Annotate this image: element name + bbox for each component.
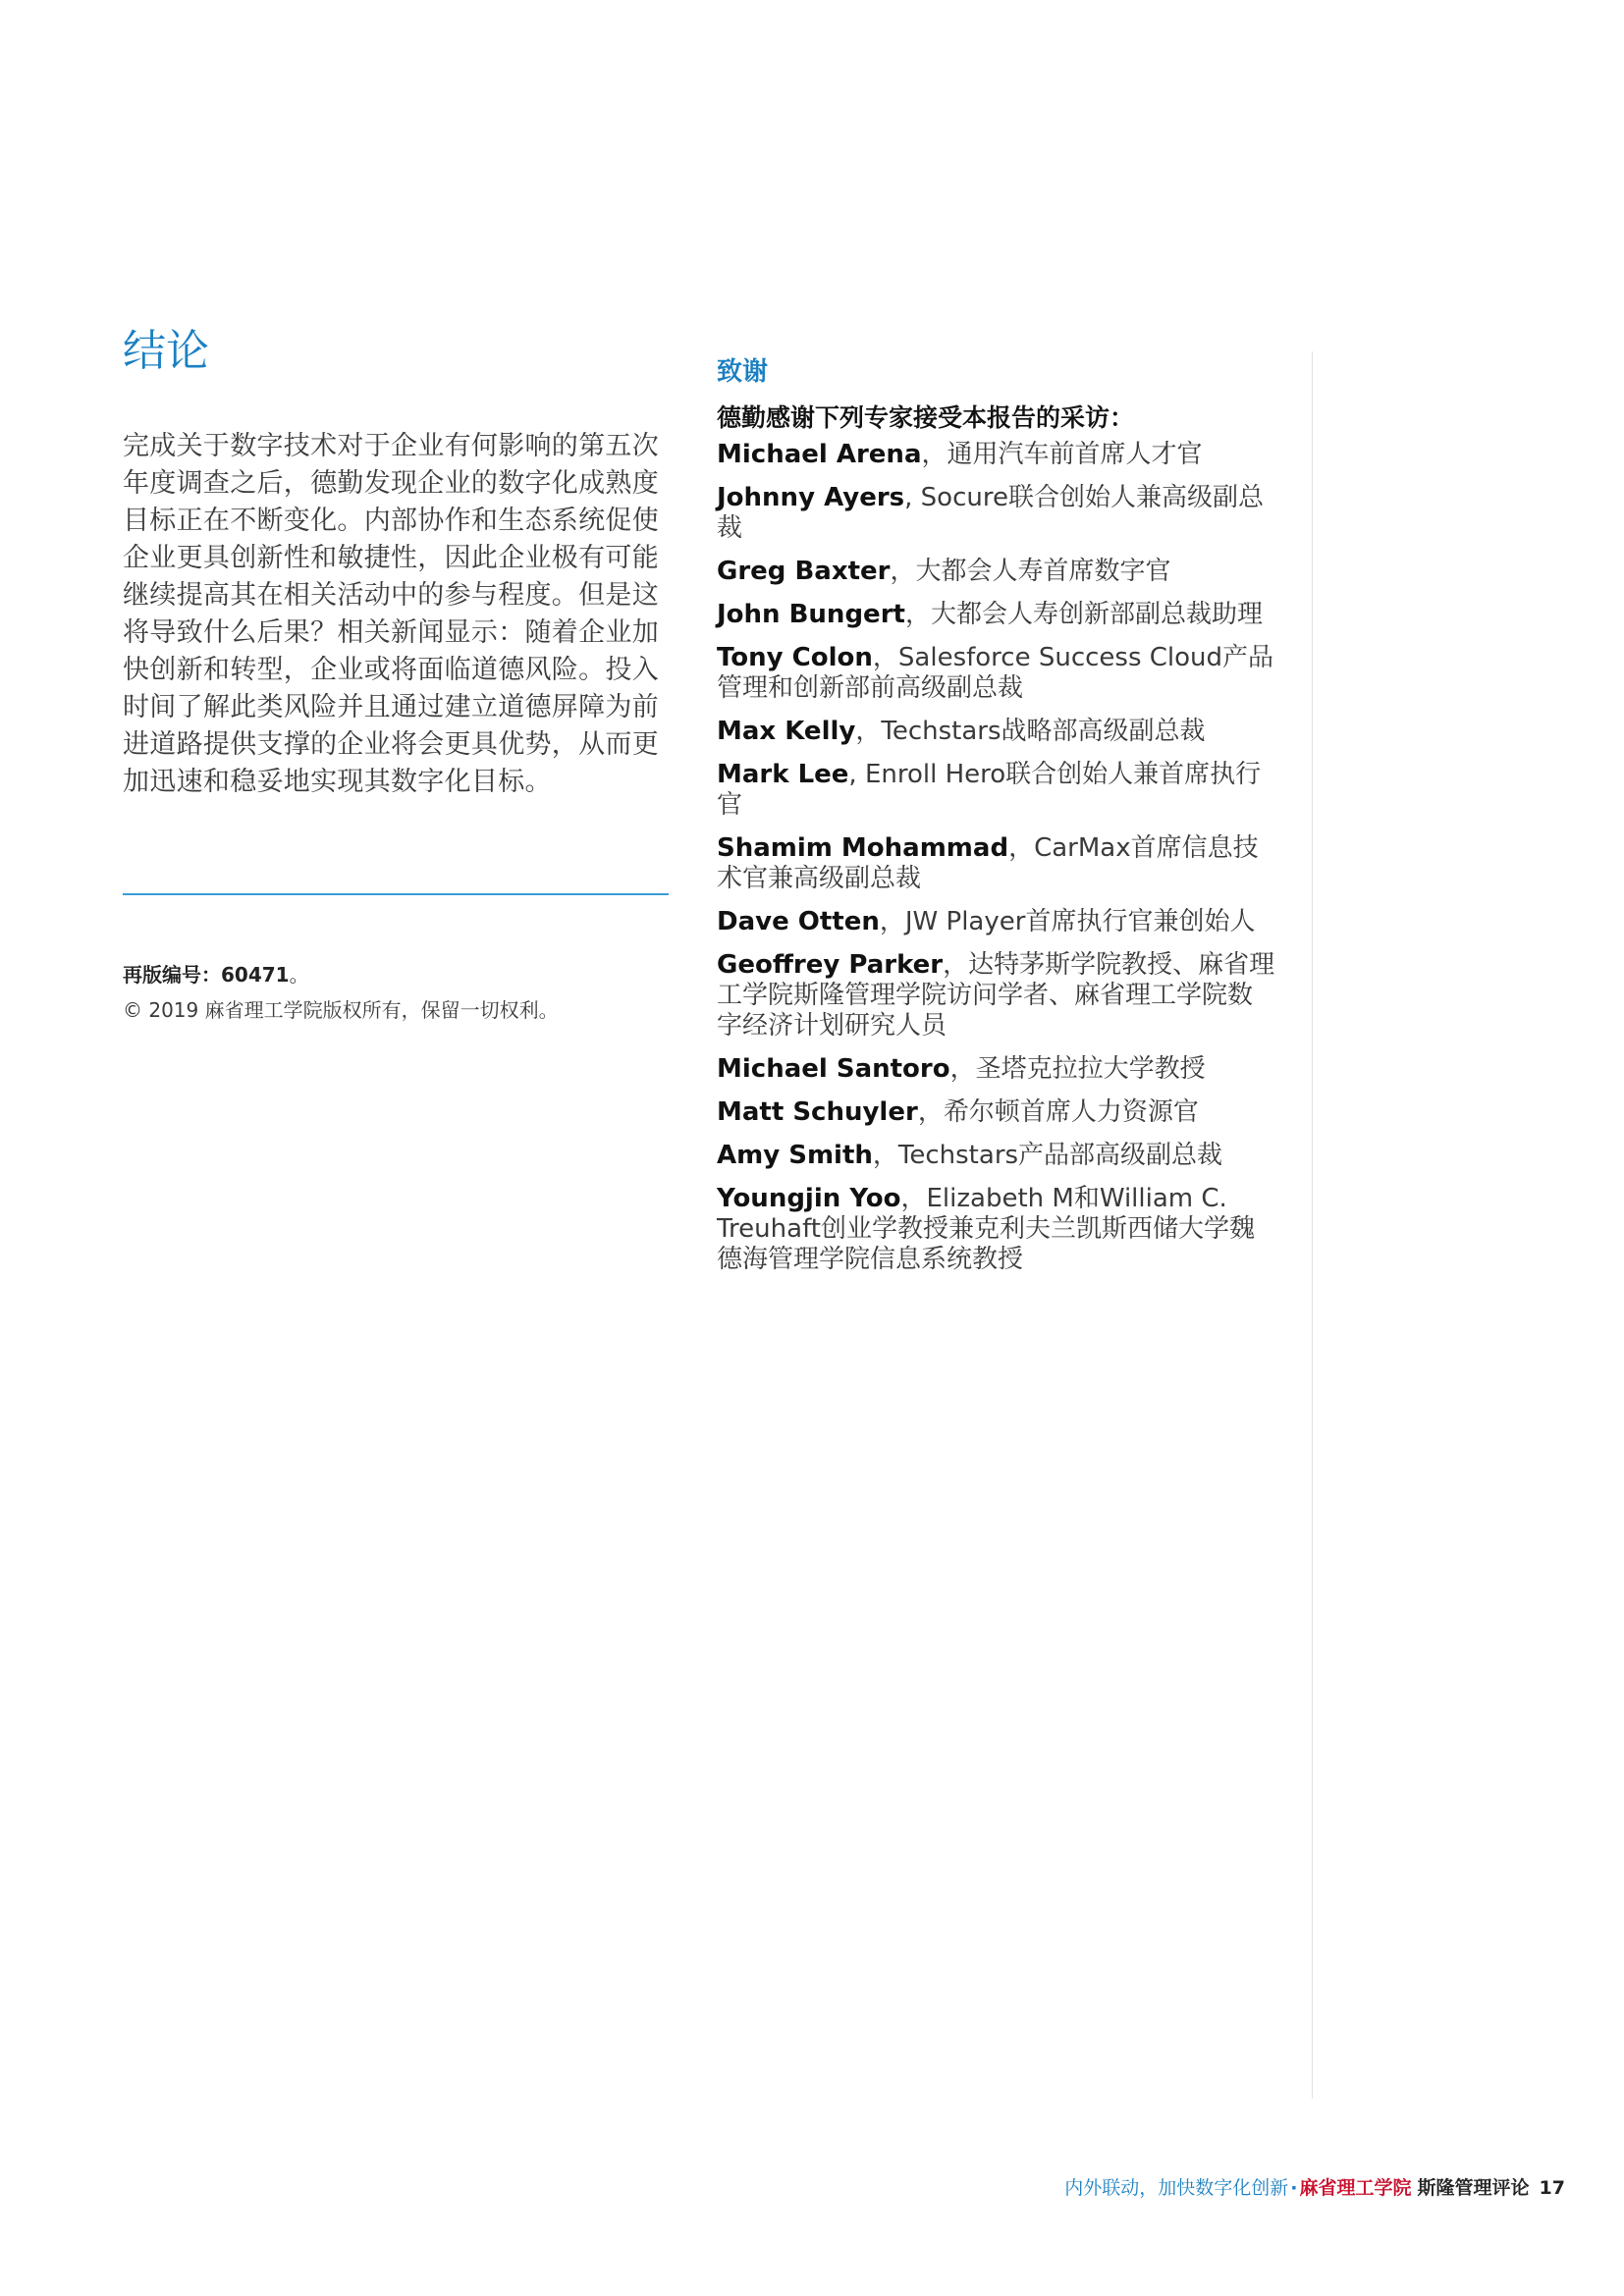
expert-role: JW Player首席执行官兼创始人 <box>904 907 1256 936</box>
expert-separator: ， <box>943 950 969 980</box>
expert-separator: ， <box>890 557 916 586</box>
conclusion-title: 结论 <box>123 326 209 376</box>
expert-role: Techstars战略部高级副总裁 <box>881 717 1206 746</box>
expert-separator: ， <box>872 1141 898 1170</box>
expert-name: Tony Colon <box>717 643 873 672</box>
footer-journal: 斯隆管理评论 <box>1417 2177 1530 2199</box>
expert-role: Salesforce Success Cloud产品管理和创新部前高级副总裁 <box>717 643 1274 703</box>
expert-separator: , <box>904 483 921 512</box>
expert-name: Johnny Ayers <box>717 483 905 512</box>
expert-entry <box>717 760 1276 821</box>
expert-entry <box>717 950 1276 1041</box>
expert-entry <box>717 833 1276 894</box>
expert-list <box>717 440 1276 1275</box>
expert-name: Greg Baxter <box>717 557 891 586</box>
expert-name: Max Kelly <box>717 717 856 746</box>
reprint-label: 再版编号： <box>123 963 221 987</box>
footer-institution: 麻省理工学院 <box>1299 2177 1412 2199</box>
expert-entry <box>717 1184 1276 1275</box>
reprint-value: 60471 <box>221 963 290 987</box>
expert-role: Socure联合创始人兼高级副总裁 <box>717 483 1264 543</box>
expert-name: John Bungert <box>717 600 905 629</box>
section-divider <box>123 893 669 895</box>
acknowledgements-section <box>717 355 1276 1288</box>
conclusion-body: 完成关于数字技术对于企业有何影响的第五次年度调查之后，德勤发现企业的数字化成熟度目标正在不断变化。内部协作和生态系统促使企业更具创新性和敏捷性，因此企业极有可能继续提高其在相关活动中的参与程度。但是这将导致什么后果？相关新闻显示：随着企业加快创新和转型，企业或将面临道德风险。投入时间了解此类风险并且通过建立道德屏障为前进道路提供支撑的企业将会更具优势，从而更加迅速和稳妥地实现其数字化目标。 <box>123 431 659 797</box>
page-number: 17 <box>1539 2177 1565 2199</box>
expert-separator: , <box>848 760 865 789</box>
expert-role: 希尔顿首席人力资源官 <box>943 1097 1199 1127</box>
column-rule <box>1312 351 1313 2099</box>
expert-role: 大都会人寿首席数字官 <box>915 557 1171 586</box>
expert-separator: ， <box>904 600 931 629</box>
expert-entry <box>717 717 1276 747</box>
expert-role: Techstars产品部高级副总裁 <box>897 1141 1223 1170</box>
expert-separator: ， <box>921 440 947 469</box>
expert-separator: ， <box>855 717 882 746</box>
expert-name: Shamim Mohammad <box>717 833 1009 863</box>
expert-separator: ， <box>879 907 905 936</box>
expert-role: Elizabeth M和William C. Treuhaft创业学教授兼克利夫兰凯斯西储大学魏德海管理学院信息系统教授 <box>717 1184 1255 1274</box>
expert-separator: ， <box>1008 833 1035 863</box>
expert-separator: ， <box>872 643 898 672</box>
expert-name: Matt Schuyler <box>717 1097 918 1127</box>
expert-entry <box>717 440 1276 470</box>
expert-role: CarMax首席信息技术官兼高级副总裁 <box>717 833 1259 893</box>
expert-separator: ， <box>917 1097 944 1127</box>
acknowledgements-title: 致谢 <box>717 357 769 387</box>
expert-entry <box>717 1054 1276 1085</box>
expert-entry <box>717 600 1276 630</box>
expert-role: 通用汽车前首席人才官 <box>947 440 1203 469</box>
expert-name: Michael Santoro <box>717 1054 950 1084</box>
acknowledgements-intro: 德勤感谢下列专家接受本报告的采访： <box>717 403 1135 432</box>
conclusion-section <box>123 324 669 801</box>
expert-name: Youngjin Yoo <box>717 1184 901 1213</box>
reprint-suffix: 。 <box>289 963 309 987</box>
expert-entry <box>717 483 1276 544</box>
copyright-notice: © 2019 麻省理工学院版权所有，保留一切权利。 <box>123 998 559 1022</box>
footer-report-title: 内外联动，加快数字化创新 <box>1064 2177 1289 2199</box>
expert-entry <box>717 1141 1276 1171</box>
expert-role: Enroll Hero联合创始人兼首席执行官 <box>717 760 1262 820</box>
expert-entry <box>717 557 1276 587</box>
expert-entry <box>717 1097 1276 1128</box>
expert-role: 达特茅斯学院教授、麻省理工学院斯隆管理学院访问学者、麻省理工学院数字经济计划研究人员 <box>717 950 1275 1041</box>
reprint-number <box>123 960 673 989</box>
expert-entry <box>717 643 1276 704</box>
expert-role: 大都会人寿创新部副总裁助理 <box>930 600 1263 629</box>
expert-name: Michael Arena <box>717 440 922 469</box>
expert-name: Amy Smith <box>717 1141 873 1170</box>
page-footer <box>1064 2174 1565 2202</box>
expert-entry <box>717 907 1276 937</box>
expert-role: 圣塔克拉拉大学教授 <box>975 1054 1206 1084</box>
expert-name: Dave Otten <box>717 907 880 936</box>
expert-separator: ， <box>900 1184 927 1213</box>
expert-separator: ， <box>949 1054 976 1084</box>
footer-dot: · <box>1290 2177 1298 2199</box>
expert-name: Geoffrey Parker <box>717 950 944 980</box>
expert-name: Mark Lee <box>717 760 849 789</box>
